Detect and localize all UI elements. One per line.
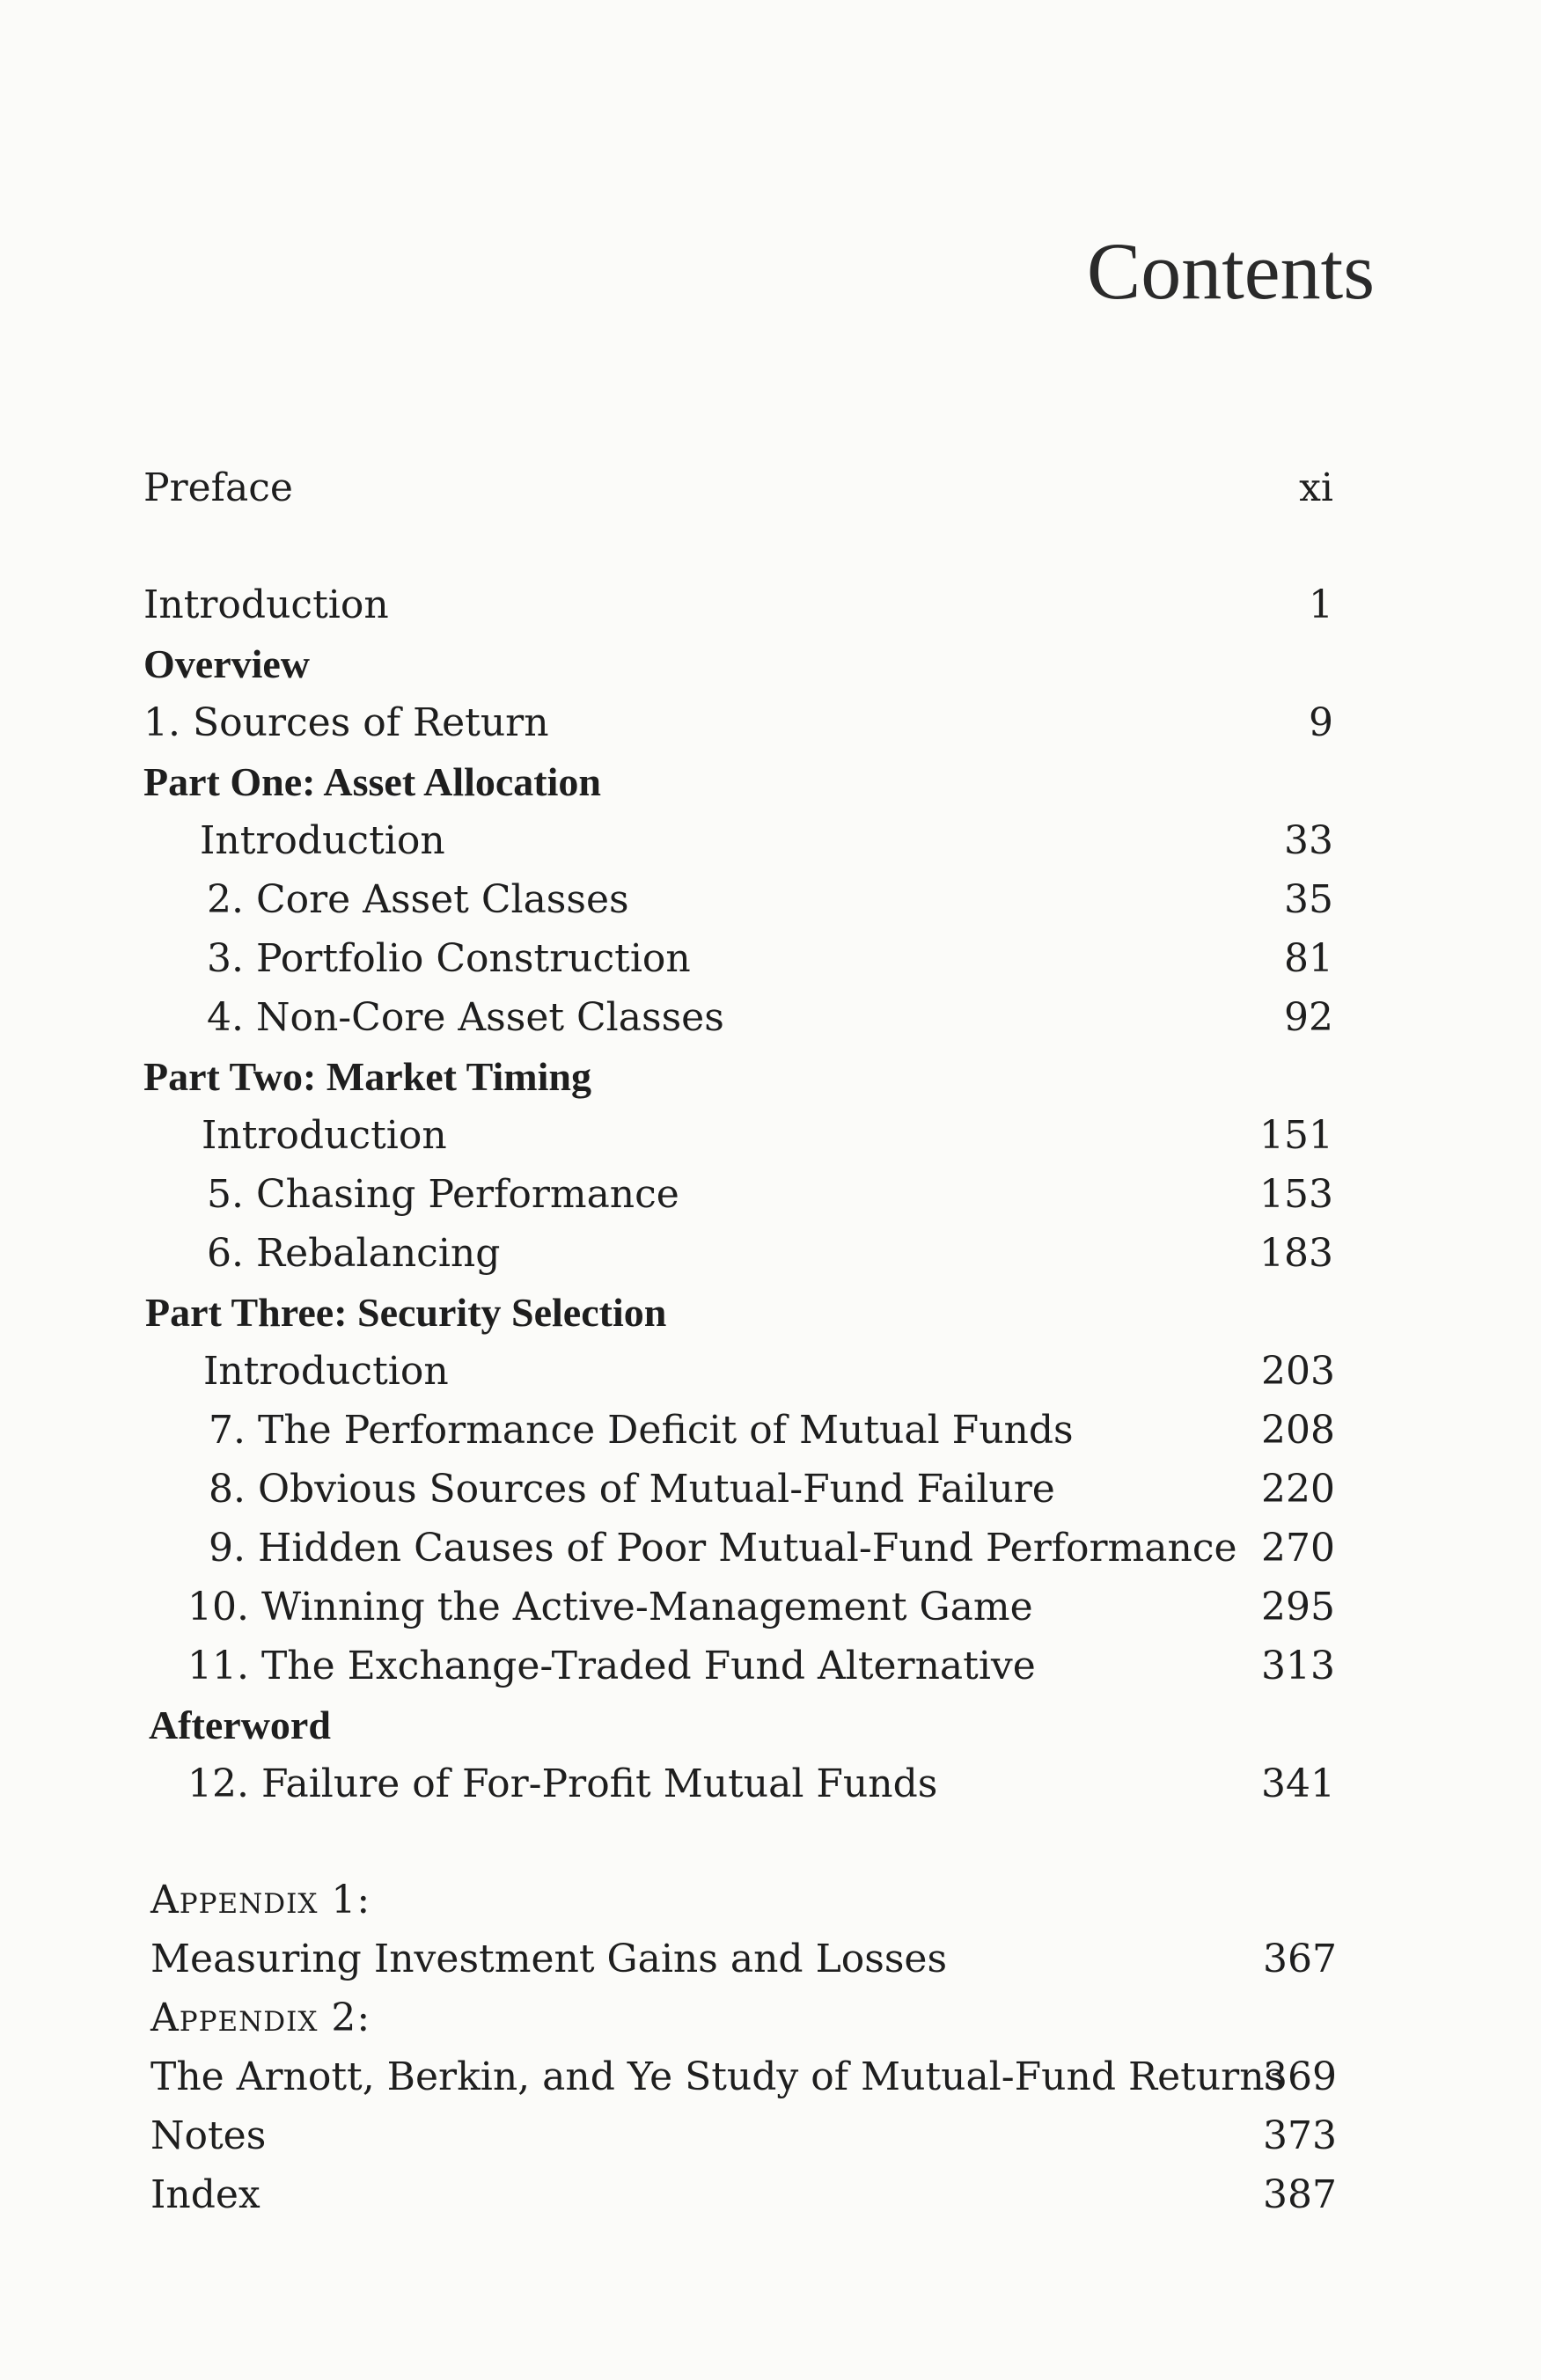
toc-entry-label: 7. The Performance Deficit of Mutual Funds [209,1408,1074,1453]
toc-entry-part-three-intro [203,1345,1335,1398]
toc-entry-appendix-1 [150,1933,1337,1986]
toc-entry-chapter-6 [207,1227,1333,1280]
toc-entry-label: Notes [150,2113,267,2158]
toc-entry-chapter-7 [209,1404,1335,1457]
toc-entry-label: 5. Chasing Performance [207,1172,679,1217]
toc-entry-appendix-2 [150,2051,1337,2104]
toc-entry-page: 9 [1309,700,1333,745]
toc-entry-preface [143,462,1333,515]
toc-entry-chapter-3 [207,933,1333,985]
toc-entry-page: 208 [1261,1408,1335,1453]
toc-entry-page: 373 [1263,2113,1337,2158]
toc-entry-chapter-4 [207,992,1333,1044]
toc-entry-page: 295 [1261,1585,1335,1629]
toc-entry-page: 183 [1259,1231,1333,1276]
toc-entry-label: 10. Winning the Active-Management Game [187,1585,1033,1629]
toc-entry-page: 367 [1263,1937,1337,1981]
toc-section-label: Part Two: Market Timing [143,1054,591,1099]
toc-section-overview [143,638,1333,691]
toc-entry-label: 12. Failure of For-Profit Mutual Funds [187,1761,938,1806]
toc-entry-part-one-intro [200,815,1333,868]
toc-entry-chapter-2 [207,874,1333,926]
toc-entry-page: 92 [1284,995,1333,1040]
toc-entry-page: 35 [1284,877,1333,922]
toc-appendix-label: Appendix 1: [150,1878,371,1922]
page-title: Contents [1086,226,1375,316]
toc-entry-page: 341 [1261,1761,1335,1806]
toc-entry-page: 203 [1261,1349,1335,1394]
toc-entry-label: Introduction [202,1113,447,1158]
toc-section-label: Afterword [149,1703,331,1747]
toc-entry-label: 3. Portfolio Construction [207,936,691,981]
toc-entry-label: 8. Obvious Sources of Mutual-Fund Failure [209,1467,1055,1512]
toc-entry-page: 33 [1284,818,1333,863]
toc-entry-page: 81 [1284,936,1333,981]
toc-entry-chapter-1 [143,697,1333,750]
toc-entry-index [150,2169,1337,2222]
toc-entry-chapter-5 [207,1168,1333,1221]
toc-entry-part-two-intro [202,1109,1333,1162]
toc-section-label: Part One: Asset Allocation [143,759,601,804]
toc-entry-label: Index [150,2172,261,2217]
toc-entry-page: 151 [1259,1113,1333,1158]
toc-section-part-three [145,1286,1335,1339]
toc-entry-label: Introduction [200,818,445,863]
toc-entry-chapter-11 [187,1640,1335,1693]
toc-entry-label: 9. Hidden Causes of Poor Mutual-Fund Performance [209,1526,1237,1571]
toc-entry-label: 6. Rebalancing [207,1231,501,1276]
toc-entry-chapter-12 [187,1758,1335,1811]
toc-entry-page: 313 [1261,1644,1335,1688]
toc-entry-chapter-8 [209,1463,1335,1516]
toc-section-afterword [149,1699,1339,1752]
toc-entry-page: xi [1299,465,1333,510]
toc-entry-label: 11. The Exchange-Traded Fund Alternative [187,1644,1036,1688]
toc-entry-label: Introduction [143,582,389,627]
toc-entry-label: Measuring Investment Gains and Losses [150,1937,948,1981]
toc-appendix-1-heading [150,1874,1340,1927]
toc-section-part-one [143,756,1333,809]
toc-entry-chapter-9 [209,1522,1335,1575]
toc-entry-label: The Arnott, Berkin, and Ye Study of Mutual-Fund Returns [150,2054,1285,2099]
toc-entry-label: Introduction [203,1349,449,1394]
toc-entry-page: 220 [1261,1467,1335,1512]
toc-entry-chapter-10 [187,1581,1335,1634]
toc-section-label: Overview [143,641,311,686]
toc-appendix-2-heading [150,1992,1340,2045]
toc-entry-label: 2. Core Asset Classes [207,877,629,922]
toc-section-label: Part Three: Security Selection [145,1290,667,1335]
toc-entry-page: 270 [1261,1526,1335,1571]
toc-entry-page: 387 [1263,2172,1337,2217]
toc-entry-label: 4. Non-Core Asset Classes [207,995,724,1040]
toc-section-part-two [143,1051,1333,1103]
toc-entry-introduction [143,579,1333,632]
toc-entry-page: 369 [1263,2054,1337,2099]
toc-entry-label: 1. Sources of Return [143,700,549,745]
toc-entry-notes [150,2110,1337,2163]
toc-entry-page: 153 [1259,1172,1333,1217]
toc-entry-label: Preface [143,465,293,510]
toc-entry-page: 1 [1309,582,1333,627]
toc-appendix-label: Appendix 2: [150,1996,371,2040]
